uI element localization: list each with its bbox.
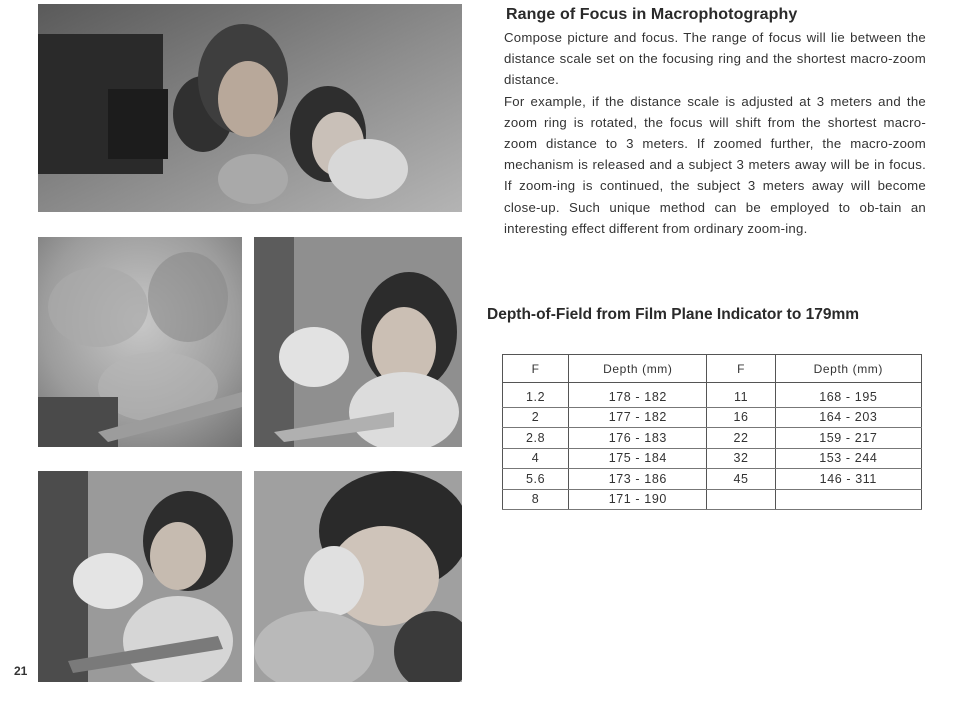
table-cell: 177 - 182: [569, 407, 707, 428]
table-cell: 153 - 244: [775, 448, 921, 469]
table-cell: 8: [503, 489, 569, 510]
paragraph-1: Compose picture and focus. The range of focus will lie between the distance scale set on the focusing ring and the shortest macro-zoom distance.: [504, 30, 926, 88]
table-cell: 11: [707, 383, 775, 408]
table-cell: 2: [503, 407, 569, 428]
table-cell: 168 - 195: [775, 383, 921, 408]
photo-woman-close-up: [254, 471, 462, 682]
table-cell: 175 - 184: [569, 448, 707, 469]
header-depth-1: Depth (mm): [569, 355, 707, 383]
table-cell: 164 - 203: [775, 407, 921, 428]
paragraph-2: For example, if the distance scale is adjusted at 3 meters and the zoom ring is rotated, the focus will shift from the shortest macro-zoom distance to 3 meters. If zoomed further, the macro-zoom mechanism is released and a subject 3 meters away will be in focus. If zoom-ing is continued, the subject 3 meters away will become close-up. Such unique method can be employed to ob-tain an interesting effect different from ordinary zoom-ing.: [504, 93, 926, 236]
table-cell: 1.2: [503, 383, 569, 408]
table-cell: 45: [707, 469, 775, 490]
table-cell: 22: [707, 428, 775, 449]
table-cell: 176 - 183: [569, 428, 707, 449]
header-depth-2: Depth (mm): [775, 355, 921, 383]
table-cell: [707, 489, 775, 510]
table-cell: 178 - 182: [569, 383, 707, 408]
table-cell: 171 - 190: [569, 489, 707, 510]
table-row: [503, 383, 922, 408]
table-cell: 159 - 217: [775, 428, 921, 449]
table-row: [503, 448, 922, 469]
table-cell: 2.8: [503, 428, 569, 449]
header-f-2: F: [707, 355, 775, 383]
header-f-1: F: [503, 355, 569, 383]
depth-of-field-table: [502, 354, 922, 510]
photo-woman-with-lens: [254, 237, 462, 447]
table-row: [503, 469, 922, 490]
section-title: Range of Focus in Macrophotography: [506, 6, 798, 23]
table-title: Depth-of-Field from Film Plane Indicator to 179mm: [487, 306, 860, 323]
table-cell: 16: [707, 407, 775, 428]
photo-woman-holding-flowers: [38, 471, 242, 682]
table-row: [503, 489, 922, 510]
table-cell: 5.6: [503, 469, 569, 490]
table-cell: 32: [707, 448, 775, 469]
photo-defocused-macro: [38, 237, 242, 447]
photo-man-filming-woman: [38, 4, 462, 212]
table-cell: 4: [503, 448, 569, 469]
table-row: [503, 407, 922, 428]
body-text: [504, 27, 926, 239]
table-cell: 173 - 186: [569, 469, 707, 490]
table-cell: [775, 489, 921, 510]
table-cell: 146 - 311: [775, 469, 921, 490]
table-row: [503, 428, 922, 449]
table-header-row: [503, 355, 922, 383]
page-number: 21: [14, 664, 28, 678]
